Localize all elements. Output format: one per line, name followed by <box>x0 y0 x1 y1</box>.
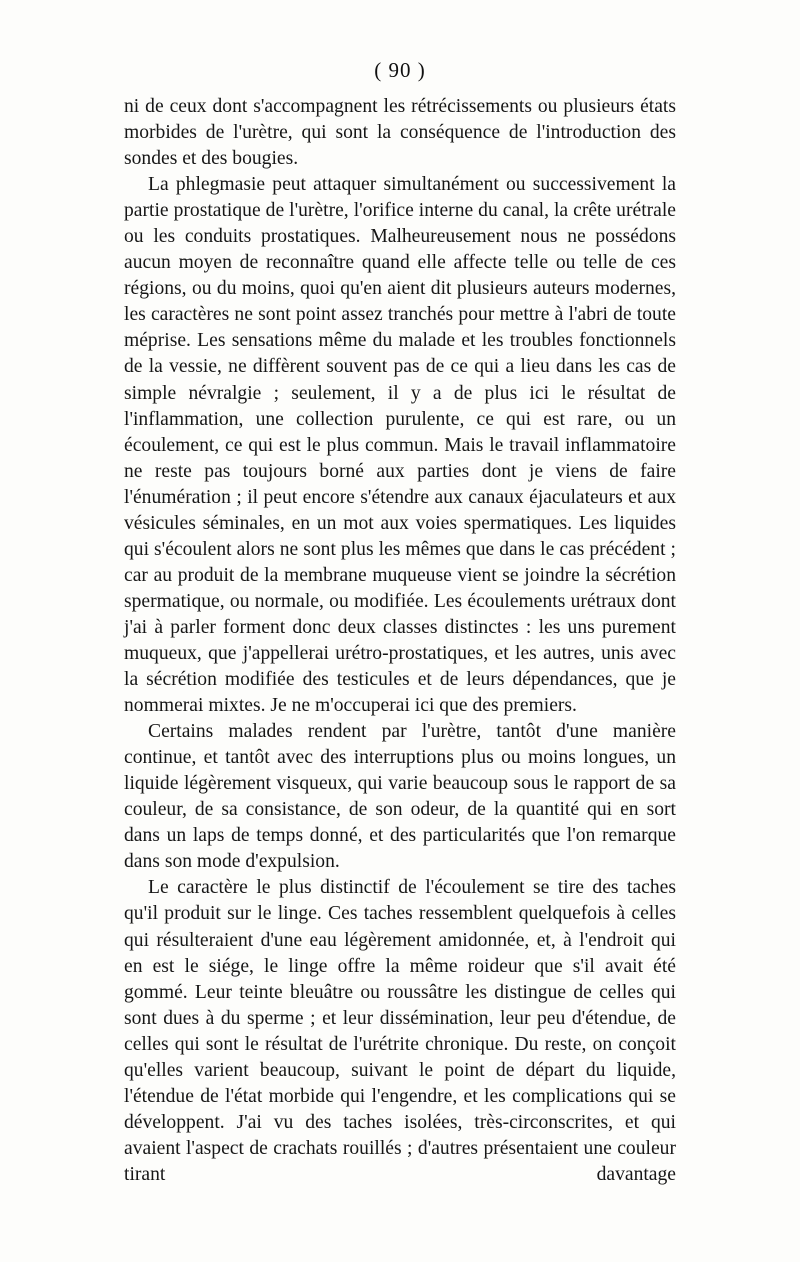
paragraph-2: La phlegmasie peut attaquer simultanément ou successivement la partie prostatique de l'urètre, l'orifice interne du canal, la crête urétrale ou les conduits prostatiques. Malheureusement nous ne possédons aucun moyen de reconnaître quand elle affecte telle ou telle de ces régions, ou du moins, quoi qu'en aient dit plusieurs auteurs modernes, les caractères ne sont point assez tranchés pour mettre à l'abri de toute méprise. Les sensations même du malade et les troubles fonctionnels de la vessie, ne diffèrent souvent pas de ce qui a lieu dans les cas de simple névralgie ; seulement, il y a de plus ici le résultat de l'inflammation, une collection purulente, ce qui est rare, ou un écoulement, ce qui est le plus commun. Mais le travail inflammatoire ne reste pas toujours borné aux parties dont je viens de faire l'énumération ; il peut encore s'étendre aux canaux éjaculateurs et aux vésicules séminales, en un mot aux voies spermatiques. Les liquides qui s'écoulent alors ne sont plus les mêmes que dans le cas précédent ; car au produit de la membrane muqueuse vient se joindre la sécrétion spermatique, ou normale, ou modifiée. Les écoulements urétraux dont j'ai à parler forment donc deux classes distinctes : les uns purement muqueux, que j'appellerai urétro-prostatiques, et les autres, unis avec la sécrétion modifiée des testicules et de leurs dépendances, que je nommerai mixtes. Je ne m'occuperai ici que des premiers. <box>124 174 676 717</box>
paragraph-3: Certains malades rendent par l'urètre, tantôt d'une manière continue, et tantôt avec des interruptions plus ou moins longues, un liquide légèrement visqueux, qui varie beaucoup sous le rapport de sa couleur, de sa consistance, de son odeur, de la quantité qui en sort dans un laps de temps donné, et des particularités que l'on remarque dans son mode d'expulsion. <box>124 721 676 873</box>
page-number: ( 90 ) <box>374 58 426 82</box>
paragraph-1: ni de ceux dont s'accompagnent les rétrécissements ou plusieurs états morbides de l'urètre, qui sont la conséquence de l'introduction des sondes et des bougies. <box>124 96 676 170</box>
body-text <box>124 94 676 1188</box>
paragraph-4: Le caractère le plus distinctif de l'écoulement se tire des taches qu'il produit sur le linge. Ces taches ressemblent quelquefois à celles qui résulteraient d'une eau légèrement amidonnée, et, à l'endroit qui en est le siége, le linge offre la même roideur que s'il avait été gommé. Leur teinte bleuâtre ou roussâtre les distingue de celles qui sont dues à du sperme ; et leur dissémination, leur peu d'étendue, de celles qui sont le résultat de l'urétrite chronique. Du reste, on conçoit qu'elles varient beaucoup, suivant le point de départ du liquide, l'étendue de l'état morbide qui l'engendre, et les complications qui se développent. J'ai vu des taches isolées, très-circonscrites, et qui avaient l'aspect de crachats rouillés ; d'autres présentaient une couleur tirant davantage <box>124 877 676 1185</box>
